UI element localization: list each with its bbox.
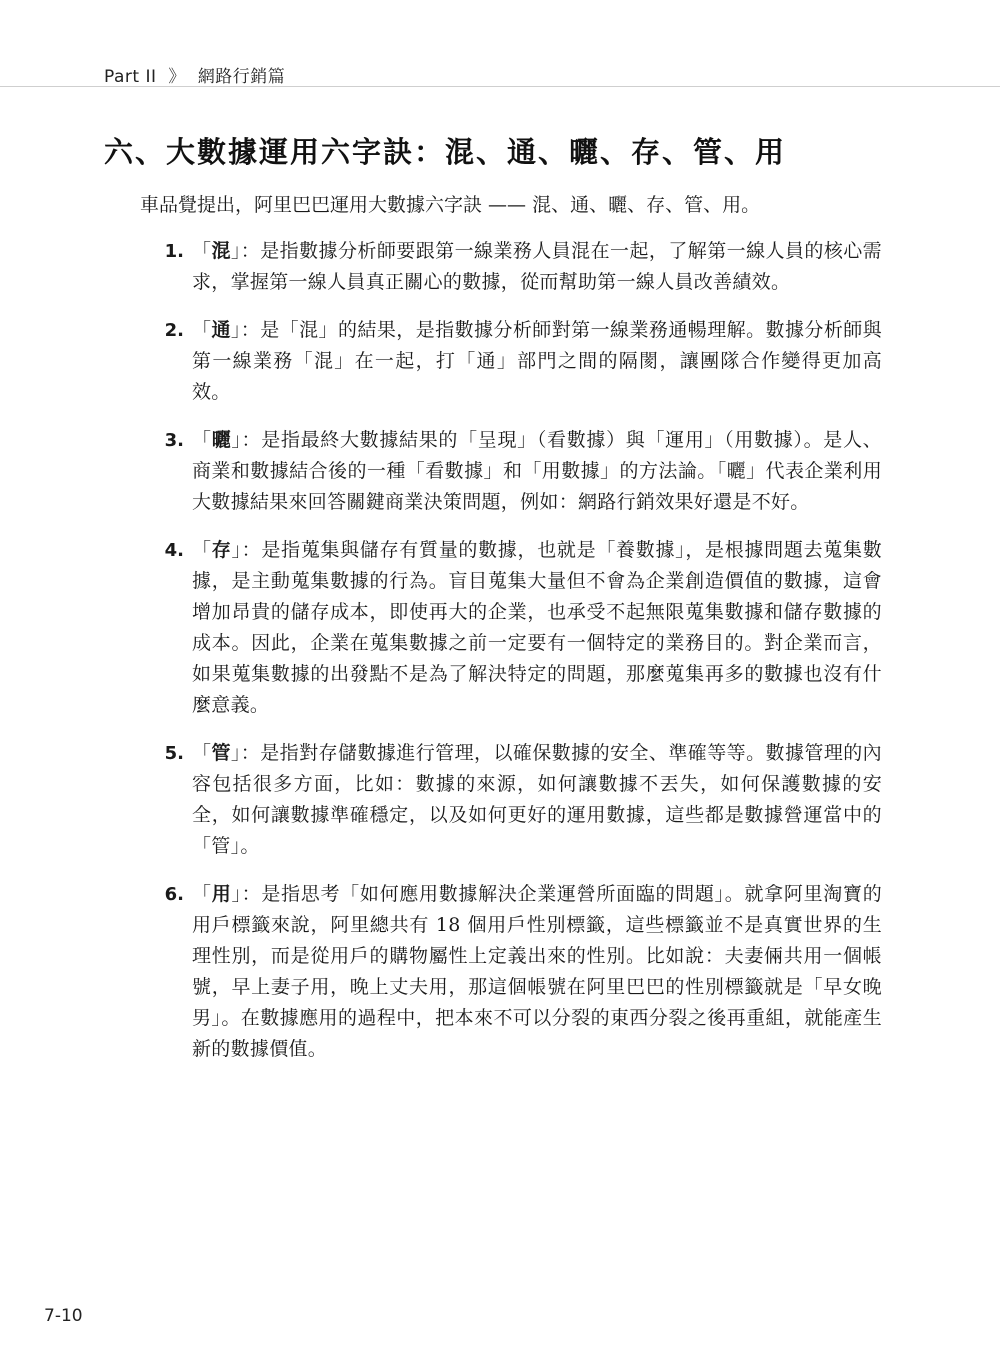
item-number: 1. xyxy=(164,241,184,262)
intro-paragraph: 車品覺提出，阿里巴巴運用大數據六字訣 —— 混、通、曬、存、管、用。 xyxy=(140,194,761,216)
item-body: 」：是指數據分析師要跟第一線業務人員混在一起，了解第一線人員的核心需求，掌握第一線人員真正關心的數據，從而幫助第一線人員改善績效。 xyxy=(192,240,882,293)
header-separator: 》 xyxy=(168,67,186,87)
item-number: 4. xyxy=(164,540,184,561)
list-item xyxy=(152,738,882,862)
item-text xyxy=(192,879,882,1065)
item-keyword: 通 xyxy=(211,319,231,341)
header-part: Part II xyxy=(104,67,157,87)
item-number: 6. xyxy=(164,884,184,905)
item-keyword: 存 xyxy=(211,539,232,561)
open-bracket: 「 xyxy=(192,429,212,451)
item-text xyxy=(192,315,882,408)
list-item xyxy=(152,236,882,298)
open-bracket: 「 xyxy=(192,742,212,764)
list-item xyxy=(152,315,882,408)
item-text xyxy=(192,425,882,518)
numbered-list xyxy=(152,236,882,1082)
item-keyword: 混 xyxy=(211,240,231,262)
open-bracket: 「 xyxy=(192,319,212,341)
open-bracket: 「 xyxy=(192,240,212,262)
item-keyword: 用 xyxy=(211,883,232,905)
section-title: 六、大數據運用六字訣：混、通、曬、存、管、用 xyxy=(104,135,787,169)
item-body: 」：是指最終大數據結果的「呈現」（看數據）與「運用」（用數據）。是人、商業和數據結合後的一種「看數據」和「用數據」的方法論。「曬」代表企業利用大數據結果來回答關鍵商業決策問題，例如：網路行銷效果好還是不好。 xyxy=(192,429,882,513)
item-body: 」：是「混」的結果，是指數據分析師對第一線業務通暢理解。數據分析師與第一線業務「混」在一起，打「通」部門之間的隔閡，讓團隊合作變得更加高效。 xyxy=(192,319,882,403)
item-keyword: 曬 xyxy=(211,429,232,451)
item-body: 」：是指蒐集與儲存有質量的數據，也就是「養數據」，是根據問題去蒐集數據，是主動蒐集數據的行為。盲目蒐集大量但不會為企業創造價值的數據，這會增加昂貴的儲存成本，即使再大的企業，也承受不起無限蒐集數據和儲存數據的成本。因此，企業在蒐集數據之前一定要有一個特定的業務目的。對企業而言，如果蒐集數據的出發點不是為了解決特定的問題，那麼蒐集再多的數據也沒有什麼意義。 xyxy=(192,539,883,716)
page-number: 7-10 xyxy=(44,1306,83,1326)
item-body: 」：是指思考「如何應用數據解決企業運營所面臨的問題」。就拿阿里淘寶的用戶標籤來說，阿里總共有 18 個用戶性別標籤，這些標籤並不是真實世界的生理性別，而是從用戶的購物屬性上定義出來的性別。比如說：夫妻倆共用一個帳號，早上妻子用，晚上丈夫用，那這個帳號在阿里巴巴的性別標籤就是「早女晚男」。在數據應用的過程中，把本來不可以分裂的東西分裂之後再重組，就能產生新的數據價值。 xyxy=(192,883,883,1060)
header-section: 網路行銷篇 xyxy=(197,67,286,87)
item-number: 3. xyxy=(164,430,184,451)
list-item xyxy=(152,535,882,721)
item-body: 」：是指對存儲數據進行管理，以確保數據的安全、準確等等。數據管理的內容包括很多方面，比如：數據的來源，如何讓數據不丟失，如何保護數據的安全，如何讓數據準確穩定，以及如何更好的運用數據，這些都是數據營運當中的「管」。 xyxy=(192,742,882,857)
item-number: 2. xyxy=(164,320,184,341)
item-text xyxy=(192,236,882,298)
item-text xyxy=(192,738,882,862)
open-bracket: 「 xyxy=(192,539,212,561)
item-number: 5. xyxy=(164,743,184,764)
running-header xyxy=(0,0,1000,87)
running-header-text xyxy=(104,62,291,87)
list-item xyxy=(152,425,882,518)
item-keyword: 管 xyxy=(211,742,231,764)
item-text xyxy=(192,535,882,721)
open-bracket: 「 xyxy=(192,883,212,905)
list-item xyxy=(152,879,882,1065)
